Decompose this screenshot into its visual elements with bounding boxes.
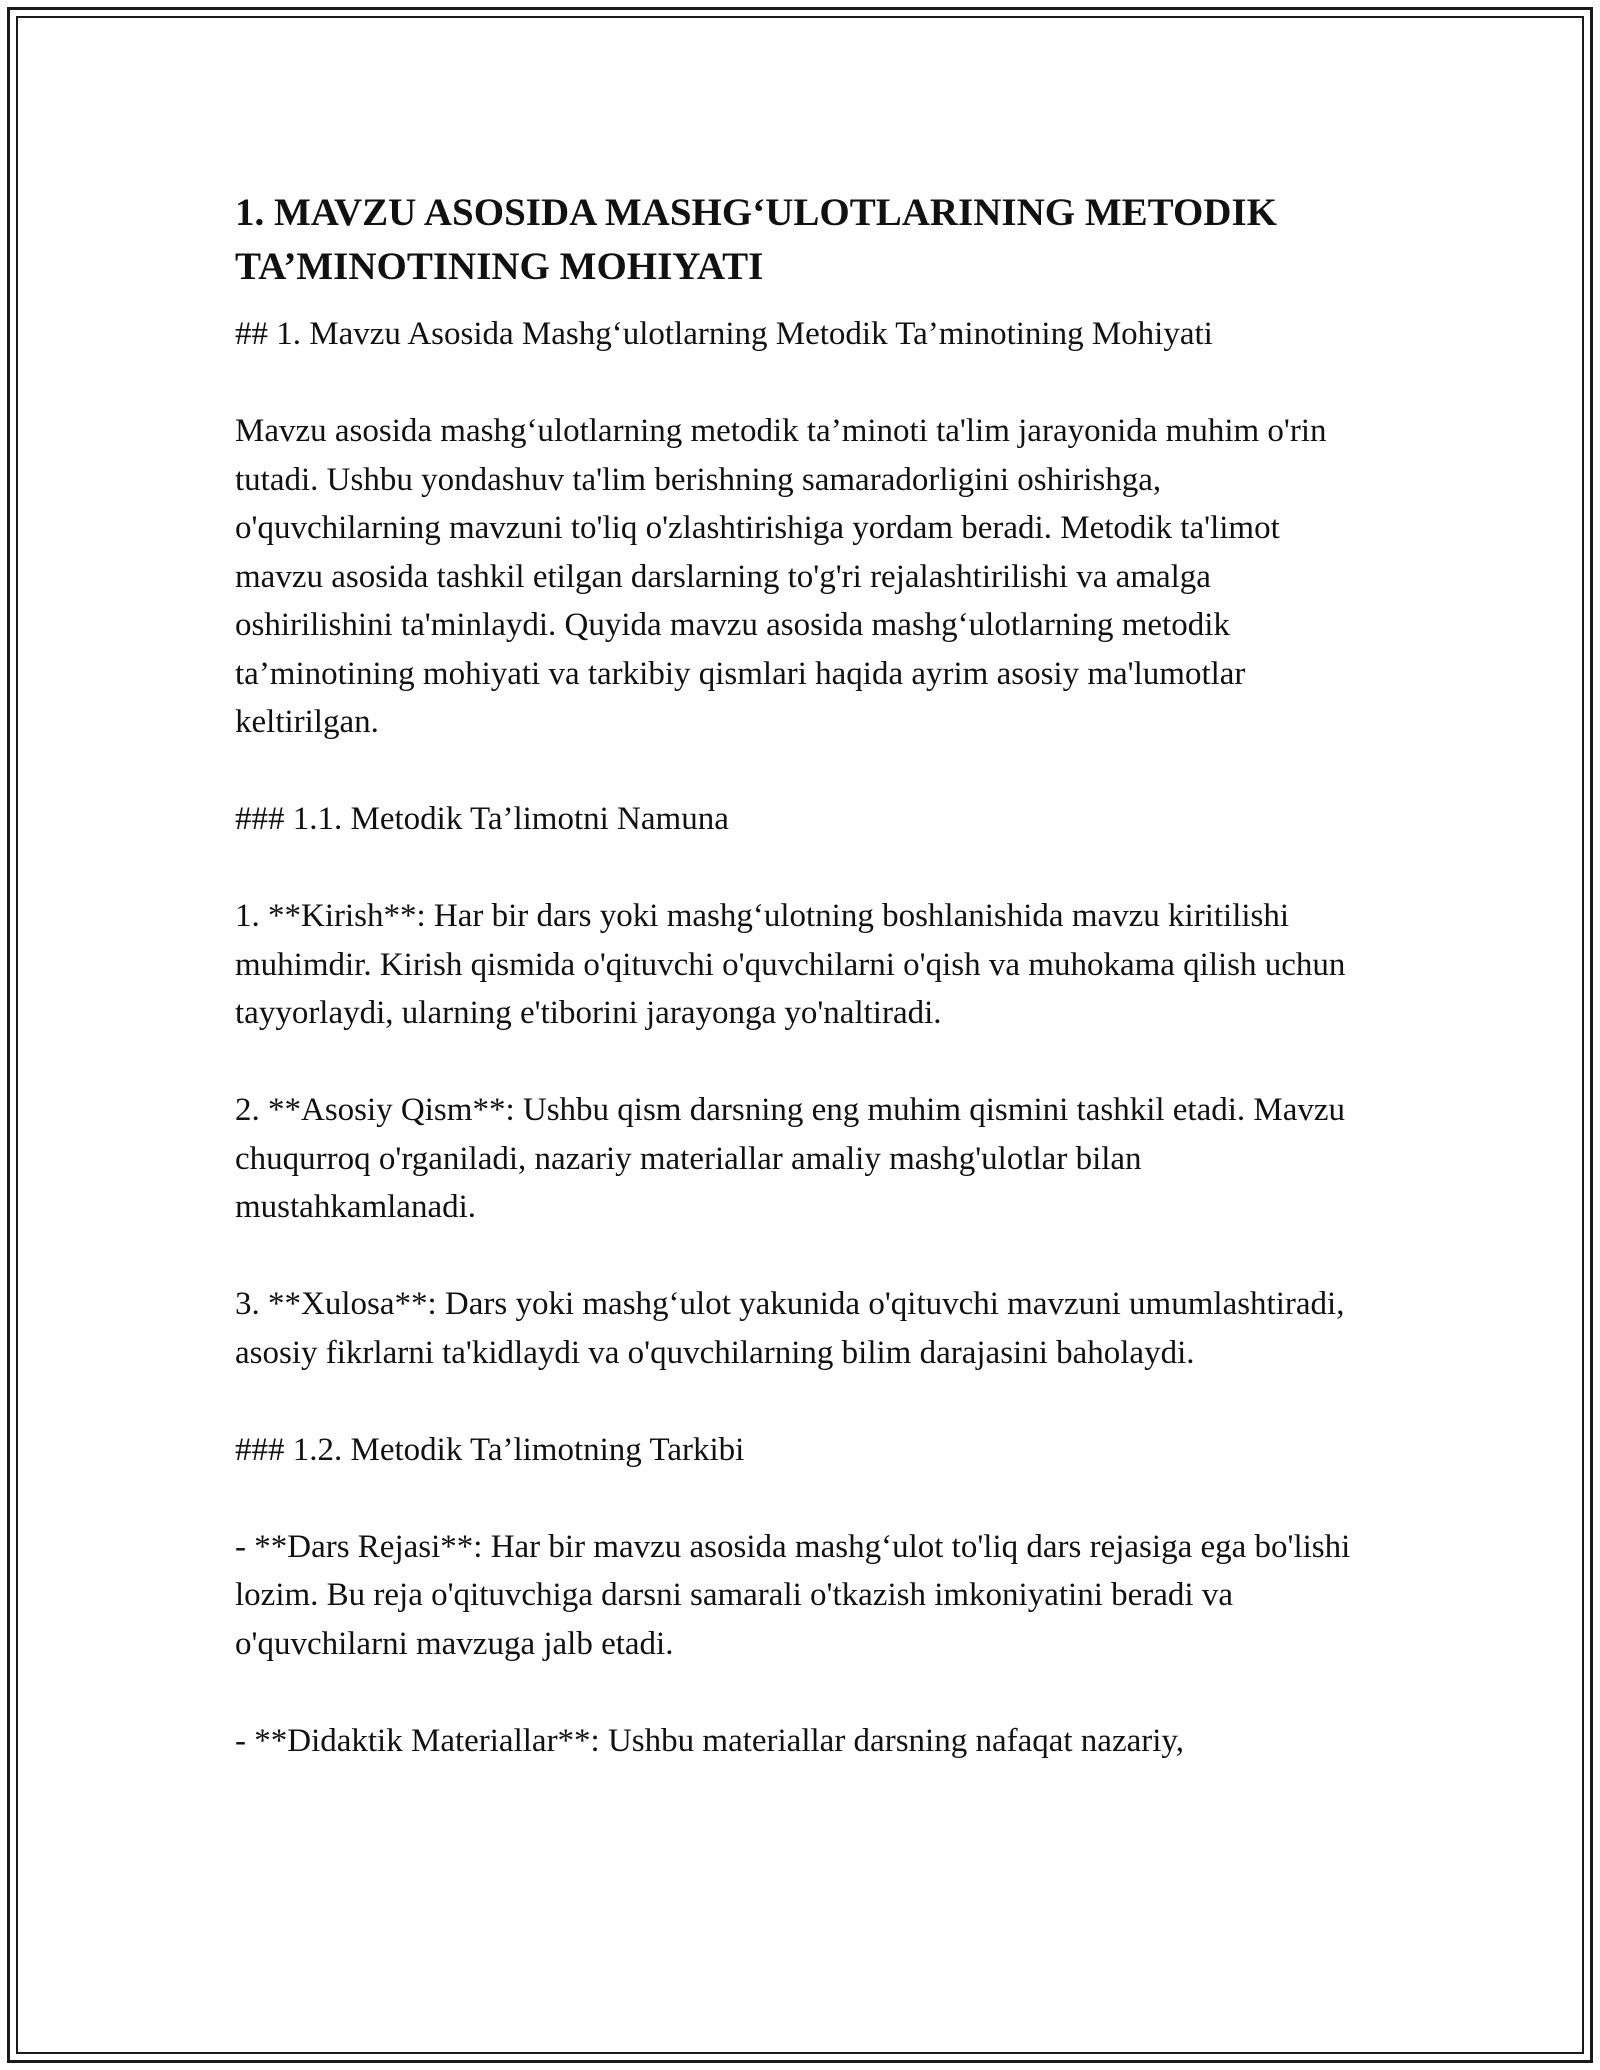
document-title-line2: TA’MINOTINING MOHIYATI: [235, 245, 764, 288]
list-item-xulosa: 3. **Xulosa**: Dars yoki mashg‘ulot yakunida o'qituvchi mavzuni umumlashtiradi, asosiy fikrlarni ta'kidlaydi va o'quvchilarning bilim darajasini baholaydi.: [235, 1286, 1345, 1371]
document-body: [235, 186, 1375, 1765]
subsection-heading-1-1: ### 1.1. Metodik Ta’limotni Namuna: [235, 801, 729, 837]
document-title: [235, 186, 1375, 294]
bullet-dars-rejasi: - **Dars Rejasi**: Har bir mavzu asosida mashg‘ulot to'liq dars rejasiga ega bo'lishi lozim. Bu reja o'qituvchiga darsni samarali o'tkazish imkoniyatini beradi va o'quvchilarni mavzuga jalb etadi.: [235, 1528, 1351, 1662]
list-item-kirish: 1. **Kirish**: Har bir dars yoki mashg‘ulotning boshlanishida mavzu kiritilishi muhimdir. Kirish qismida o'qituvchi o'quvchilarni o'qish va muhokama qilish uchun tayyorlaydi, ularning e'tiborini jarayonga yo'naltiradi.: [235, 898, 1346, 1031]
intro-paragraph: Mavzu asosida mashg‘ulotlarning metodik ta’minoti ta'lim jarayonida muhim o'rin tutadi. Ushbu yondashuv ta'lim berishning samaradorligini oshirishga, o'quvchilarning mavzuni to'liq o'zlashtirishiga yordam beradi. Metodik ta'limot mavzu asosida tashkil etilgan darslarning to'g'ri rejalashtirilishi va amalga oshirilishini ta'minlaydi. Quyida mavzu asosida mashg‘ulotlarning metodik ta’minotining mohiyati va tarkibiy qismlari haqida ayrim asosiy ma'lumotlar keltirilgan.: [235, 413, 1327, 740]
section-heading-markdown: ## 1. Mavzu Asosida Mashg‘ulotlarning Metodik Ta’minotining Mohiyati: [235, 316, 1213, 352]
bullet-didaktik-materiallar: - **Didaktik Materiallar**: Ushbu materiallar darsning nafaqat nazariy,: [235, 1722, 1185, 1759]
list-item-asosiy-qism: 2. **Asosiy Qism**: Ushbu qism darsning eng muhim qismini tashkil etadi. Mavzu chuqurroq o'rganiladi, nazariy materiallar amaliy mashg'ulotlar bilan mustahkamlanadi.: [235, 1092, 1346, 1225]
document-title-line1: 1. MAVZU ASOSIDA MASHG‘ULOTLARINING METODIK: [235, 191, 1277, 234]
subsection-heading-1-2: ### 1.2. Metodik Ta’limotning Tarkibi: [235, 1431, 745, 1468]
